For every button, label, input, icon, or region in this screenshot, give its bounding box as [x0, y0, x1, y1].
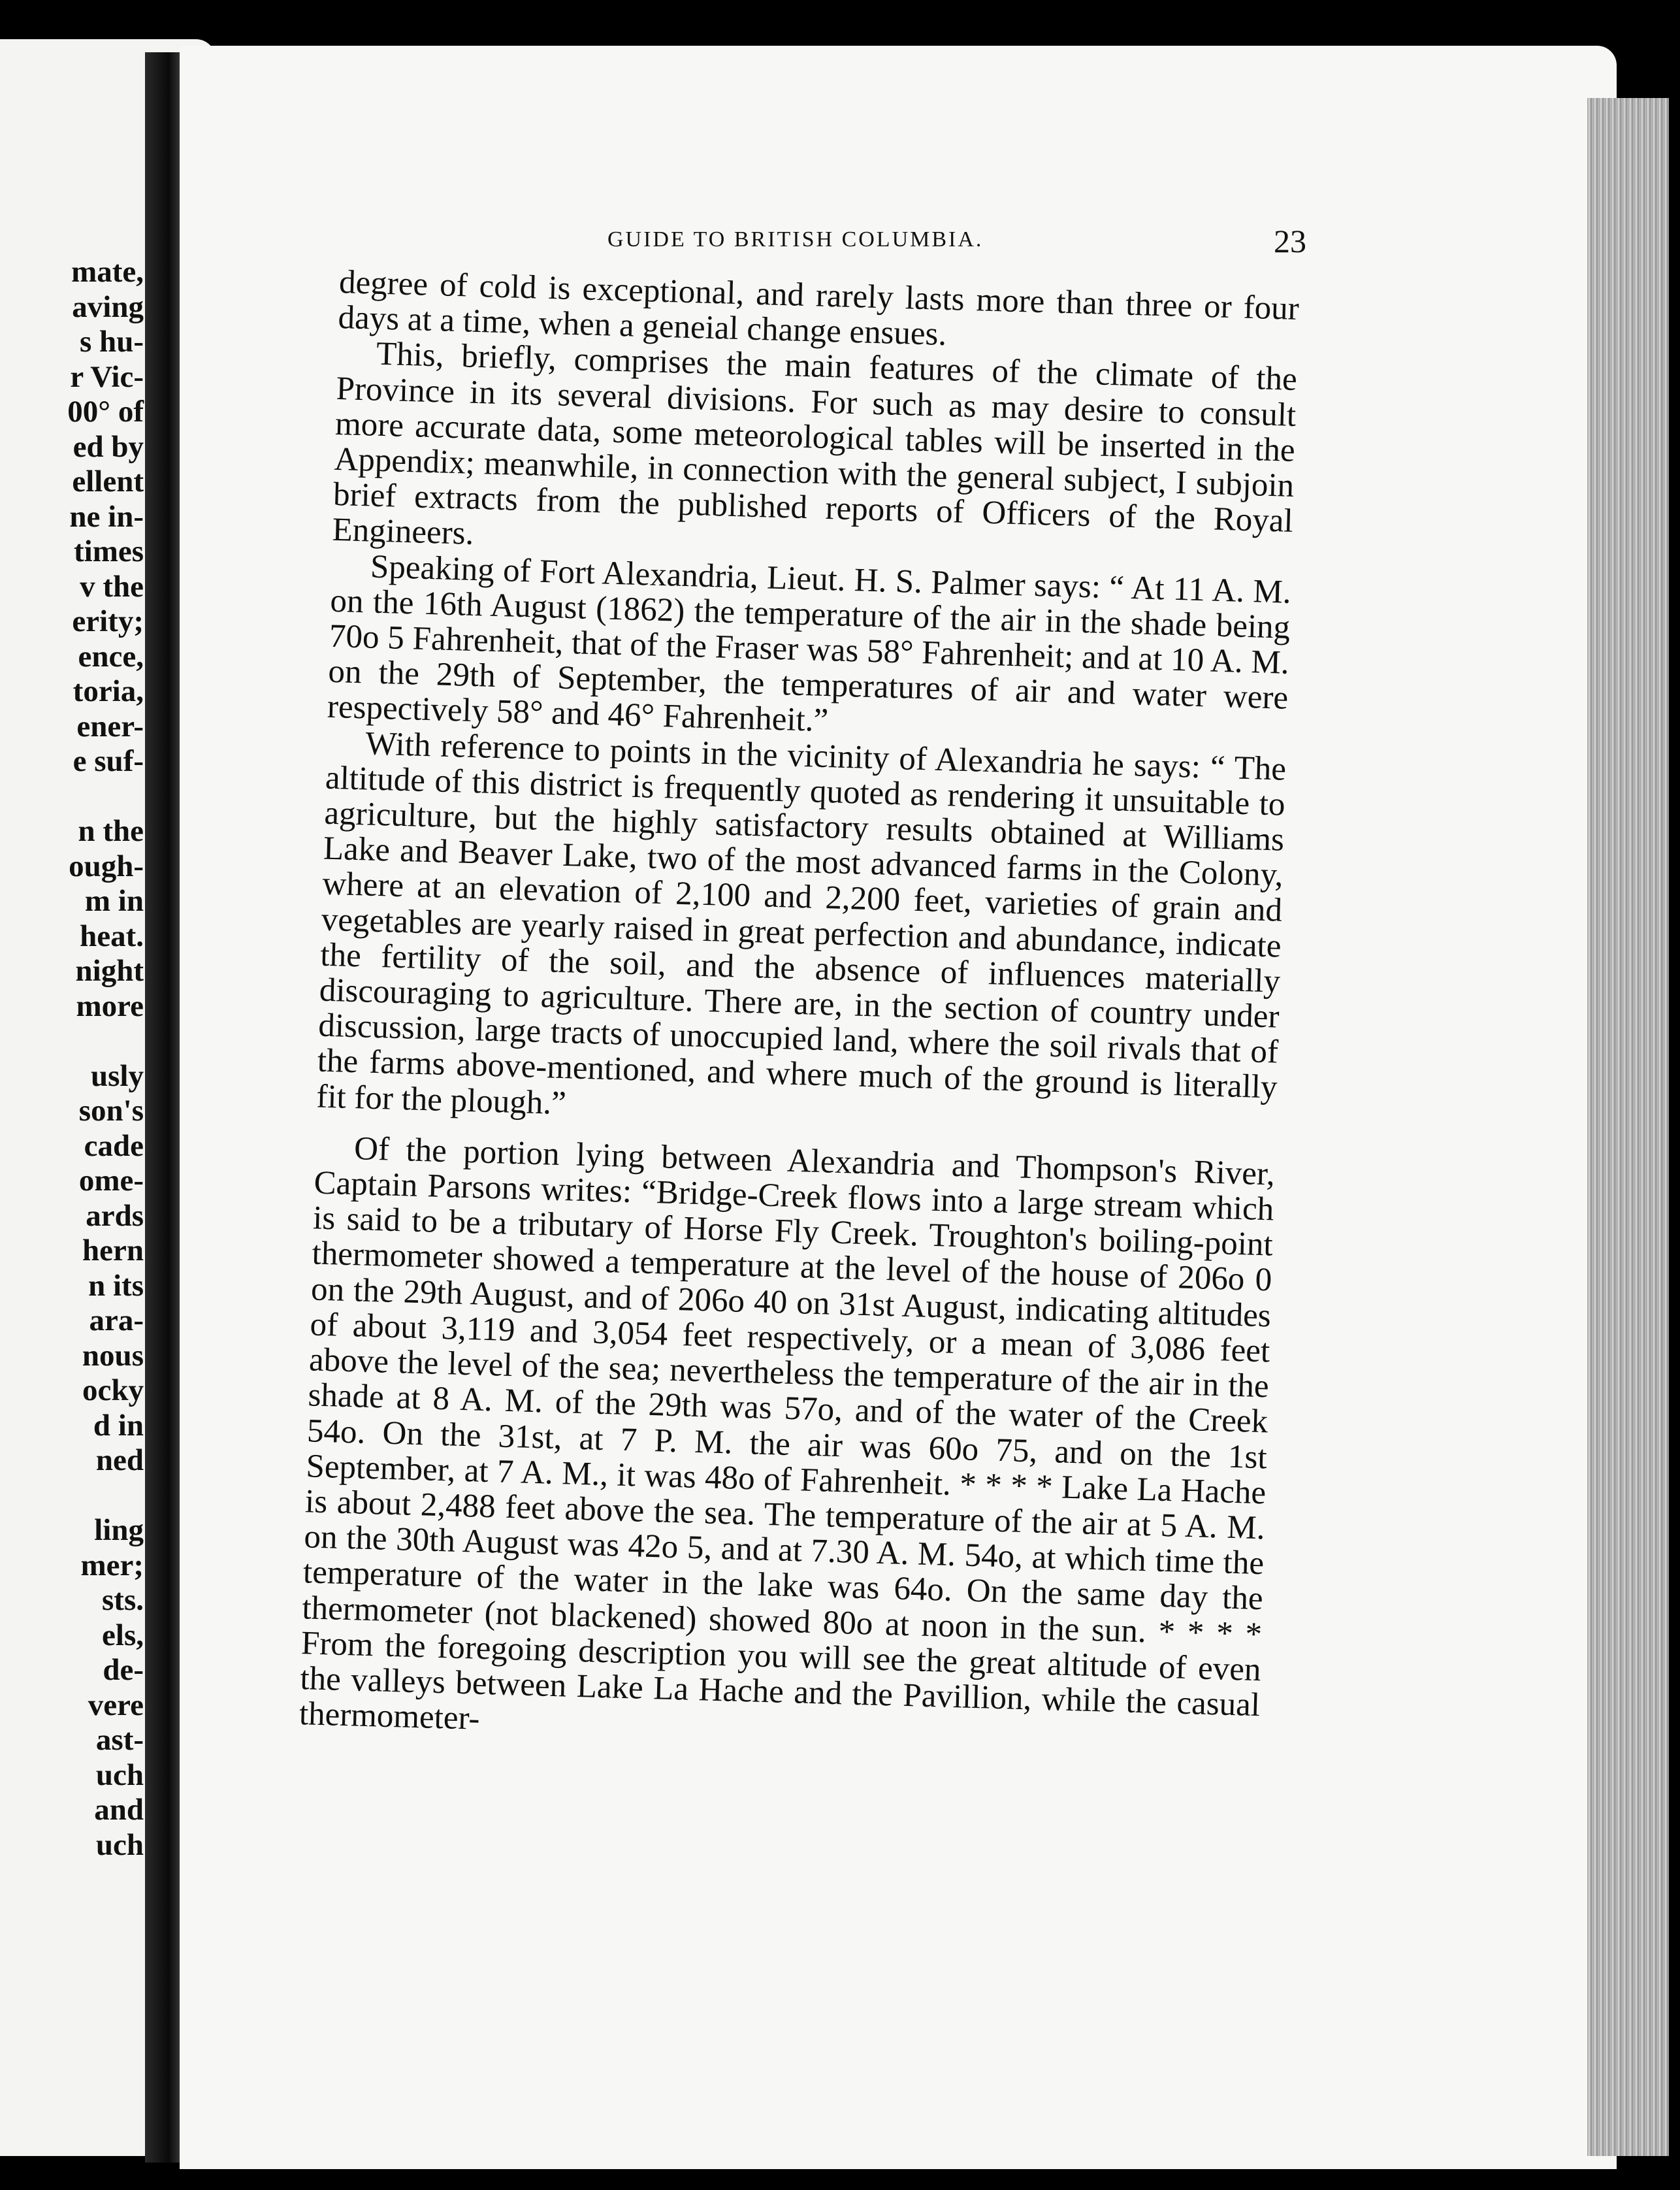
left-page-line: son's: [78, 1094, 144, 1128]
left-page-line: uch: [95, 1827, 144, 1862]
left-page-line: ellent: [72, 465, 144, 498]
left-page-line: [67, 779, 144, 815]
left-page-line: mer;: [80, 1548, 144, 1582]
left-page-line: [67, 1024, 144, 1059]
left-page-line: ling: [94, 1513, 144, 1547]
left-page-line: [67, 1479, 144, 1514]
body-text: [299, 265, 1299, 1758]
left-page-text: [67, 255, 144, 1863]
left-page-line: n the: [78, 814, 144, 848]
left-page-line: erity;: [72, 604, 144, 638]
left-page-line: nous: [82, 1338, 144, 1373]
left-page-line: v the: [80, 569, 144, 604]
left-page-line: r Vic-: [70, 359, 144, 394]
left-page-line: ough-: [69, 849, 144, 883]
left-page-line: mate,: [71, 255, 144, 289]
paragraph: Of the portion lying between Alexandria and Thompson's River, Captain Parsons writes: “Bridge-Creek flows into a large stream which is said to be a tributary of Horse Fly Creek. Troughton's boiling-point thermometer showed a temperature at the level of the house of 206o 0 on the 29th August, and of 206o 40 on 31st August, indicating altitudes of about 3,119 and 3,054 feet respectively, or a mean of 3,086 feet above the level of the sea; nevertheless the temperature of the air in the shade at 8 A. M. of the 29th was 57o, and of the water of the Creek 54o. On the 31st, at 7 P. M. the air was 60o 75, and on the 1st September, at 7 A. M., it was 48o of Fahrenheit. * * * * Lake La Hache is about 2,488 feet above the sea. The temperature of the air at 5 A. M. on the 30th August was 42o 5, and at 7.30 A. M. 54o, at which time the temperature of the water in the lake was 64o. On the same day the thermometer (not blackened) showed 80o at noon in the sun. * * * * From the foregoing description you will see the great altitude of even the valleys between Lake La Hache and the Pavillion, while the casual thermometer-: [299, 1130, 1276, 1737]
left-page-line: ned: [95, 1443, 144, 1477]
left-page-line: de-: [103, 1653, 144, 1687]
left-page-line: uch: [95, 1757, 144, 1792]
left-page-line: s hu-: [80, 325, 144, 359]
left-page-line: 00° of: [67, 395, 144, 429]
left-page-line: e suf-: [73, 744, 144, 778]
left-page-line: m in: [84, 884, 144, 918]
paragraph: This, briefly, comprises the main features of the climate of the Province in its several divisions. For such as may desire to consult more accurate data, some meteorological tables will be inserted in the Appendix; meanwhile, in connection with the general subject, I subjoin brief extracts from the published reports of Officers of the Royal Engineers.: [331, 336, 1298, 553]
left-page-line: hern: [82, 1234, 144, 1267]
left-page-line: and: [94, 1793, 144, 1827]
left-page-line: els,: [102, 1618, 144, 1652]
left-page-line: n its: [88, 1268, 144, 1303]
left-page-line: times: [73, 534, 144, 568]
running-title: GUIDE TO BRITISH COLUMBIA.: [607, 227, 984, 252]
left-page-line: heat.: [80, 919, 144, 953]
page-edges: [1587, 98, 1669, 2156]
left-page-line: ne in-: [69, 499, 144, 534]
left-page-line: ast-: [95, 1723, 144, 1757]
left-page-line: cade: [84, 1128, 144, 1163]
left-page-line: ed by: [73, 429, 144, 464]
left-page-line: ara-: [89, 1303, 144, 1337]
page-number: 23: [1274, 223, 1306, 259]
left-page-line: ener-: [76, 709, 144, 744]
paragraph: With reference to points in the vicinity of Alexandria he says: “ The altitude of this district is frequently quoted as rendering it unsuitable to agriculture, but the highly satisfactory results obtained at Williams Lake and Beaver Lake, two of the most advanced farms in the Colony, where at an elevation of 2,100 and 2,200 feet, varieties of grain and vegetables are yearly raised in great perfection and abundance, indicate the fertility of the soil, and the absence of influences materially discouraging to agriculture. There are, in the section of country under discussion, large tracts of unoccupied land, where the soil rivals that of the farms above-mentioned, and where much of the ground is literally fit for the plough.”: [315, 725, 1287, 1122]
left-page-line: night: [75, 954, 144, 988]
left-page-line: vere: [88, 1688, 144, 1722]
paragraph: Speaking of Fort Alexandria, Lieut. H. S. Palmer says: “ At 11 A. M. on the 16th August (1862) the temperature of the air in the shade being 70o 5 Fahrenheit, that of the Fraser was 58° Fahrenheit; and at 10 A. M. on the 29th of September, the temperatures of air and water were respectively 58° and 46° Fahrenheit.”: [327, 548, 1292, 740]
left-page-line: aving: [72, 289, 144, 324]
left-page-line: sts.: [102, 1583, 144, 1617]
left-page-line: usly: [91, 1058, 144, 1093]
left-page-line: ards: [86, 1198, 144, 1233]
left-page-line: toria,: [73, 674, 144, 708]
left-page-line: ence,: [78, 639, 144, 674]
left-page-line: ocky: [82, 1373, 144, 1407]
left-page-line: more: [76, 989, 144, 1023]
left-page-line: ome-: [78, 1164, 144, 1198]
left-page-line: d in: [93, 1408, 144, 1443]
paragraph: degree of cold is exceptional, and rarely lasts more than three or four days at a time, when a geneial change ensues.: [337, 264, 1300, 353]
